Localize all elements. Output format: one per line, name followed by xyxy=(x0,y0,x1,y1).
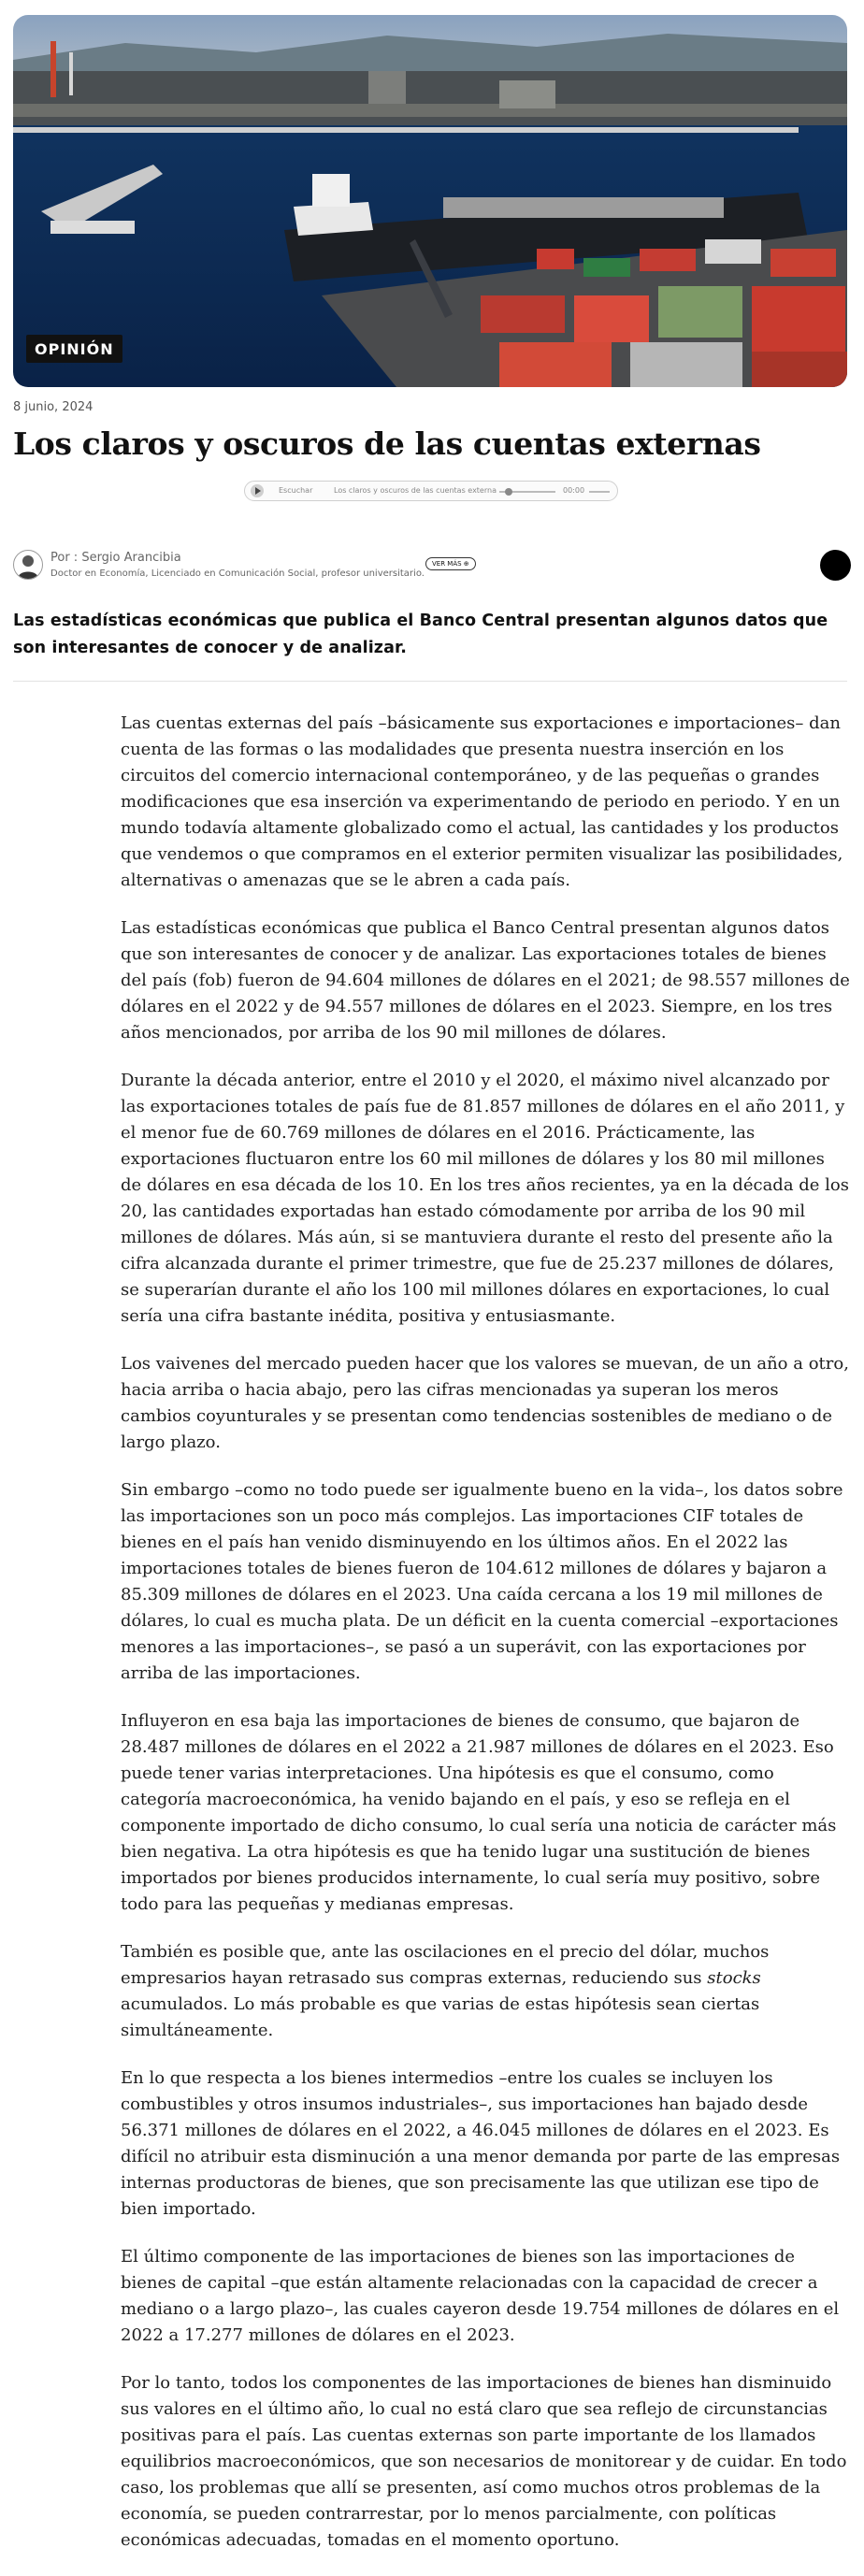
body-text-run: acumulados. Lo más probable es que varias de estas hipótesis sean ciertas simultáneamente. xyxy=(121,1994,760,2040)
hero-image xyxy=(13,15,847,387)
avatar[interactable] xyxy=(13,550,43,580)
body-paragraph: Los vaivenes del mercado pueden hacer que los valores se muevan, de un año a otro, hacia arriba o hacia abajo, pero las cifras mencionadas ya superan los meros cambios coyunturales y se presentan como tendencias sostenibles de mediano o de largo plazo. xyxy=(121,1354,849,1452)
body-paragraph: Durante la década anterior, entre el 2010 y el 2020, el máximo nivel alcanzado por las exportaciones totales de país fue de 81.857 millones de dólares en el año 2011, y el menor fue de 60.769 millones de dólares en el 2016. Prácticamente, las exportaciones fluctuaron entre los 60 mil millones de dólares y los 80 mil millones de dólares en esa década de los 10. En los tres años recientes, ya en la década de los 20, las cantidades exportadas han estado cómodamente por arriba de los 90 mil millones de dólares. Más aún, si se mantuviera durante el resto del presente año la cifra alcanzada durante el primer trimestre, que fue de 25.237 millones de dólares, se superarían durante el año los 100 mil millones dólares en exportaciones, lo cual sería una cifra bastante inédita, positiva y entusiasmante. xyxy=(121,1071,850,1326)
audio-progress-slider[interactable] xyxy=(499,491,555,493)
audio-time: 00:00 xyxy=(563,486,585,495)
body-paragraph: Influyeron en esa baja las importaciones de bienes de consumo, que bajaron de 28.487 millones de dólares en el 2022 a 21.987 millones de dólares en el 2023. Eso puede tener varias interpretaciones. Una hipótesis es que el consumo, como categoría macroeconómica, ha venido bajando en el país, y eso se refleja en el componente importado de dicho consumo, lo cual sería una noticia de carácter más bien negativa. La otra hipótesis es que ha tenido lugar una sustitución de bienes importados por bienes producidos internamente, lo cual sería muy positivo, sobre todo para las pequeñas y medianas empresas. xyxy=(121,1711,837,1914)
volume-slider[interactable] xyxy=(589,491,610,493)
body-paragraph: Sin embargo –como no todo puede ser igualmente bueno en la vida–, los datos sobre las importaciones son un poco más complejos. Las importaciones CIF totales de bienes en el país han venido disminuyendo en los últimos años. En el 2022 las importaciones totales de bienes fueron de 104.612 millones de dólares y bajaron a 85.309 millones de dólares en el 2023. Una caída cercana a los 19 mil millones de dólares, lo cual es mucha plata. De un déficit en la cuenta comercial –exportaciones menores a las importaciones–, se pasó a un superávit, con las exportaciones por arriba de las importaciones. xyxy=(121,1480,843,1683)
body-paragraph: Las estadísticas económicas que publica el Banco Central presentan algunos datos que son interesantes de conocer y de analizar. Las exportaciones totales de bienes del país (fob) fueron de 94.604 millones de dólares en el 2021; de 98.557 millones de dólares en el 2022 y de 94.557 millones de dólares en el 2023. Siempre, en los tres años mencionados, por arriba de los 90 mil millones de dólares. xyxy=(121,918,850,1043)
port-photo-icon xyxy=(13,15,847,387)
see-more-button[interactable]: VER MÁS ⊕ xyxy=(425,557,476,570)
article-title: Los claros y oscuros de las cuentas externas xyxy=(13,425,761,462)
author-bio: Doctor en Economía, Licenciado en Comunicación Social, profesor universitario. xyxy=(50,568,425,579)
audio-player xyxy=(244,481,618,501)
article-date: 8 junio, 2024 xyxy=(13,400,94,414)
opinion-badge[interactable]: OPINIÓN xyxy=(26,335,122,363)
body-paragraph: Las cuentas externas del país –básicamente sus exportaciones e importaciones– dan cuenta de las formas o las modalidades que presenta nuestra inserción en los circuitos del comercio internacional contemporáneo, y de las pequeñas o grandes modificaciones que esa inserción va experimentando de periodo en periodo. Y en un mundo todavía altamente globalizado como el actual, las cantidades y los productos que vendemos o que compramos en el exterior permiten visualizar las posibilidades, alternativas o amenazas que se le abren a cada país. xyxy=(121,713,843,890)
body-text-emphasis: stocks xyxy=(707,1968,761,1988)
article-lead: Las estadísticas económicas que publica el Banco Central presentan algunos datos que son interesantes de conocer y de analizar. xyxy=(13,612,828,657)
audio-progress-knob[interactable] xyxy=(505,488,512,496)
body-paragraph xyxy=(121,1939,850,2044)
body-paragraph: El último componente de las importaciones de bienes son las importaciones de bienes de capital –que están altamente relacionadas con la capacidad de crecer a mediano o a largo plazo–, las cuales cayeron desde 19.754 millones de dólares en el 2022 a 17.277 millones de dólares en el 2023. xyxy=(121,2247,840,2345)
article-body xyxy=(121,711,850,2575)
listen-label: Escuchar xyxy=(279,486,313,495)
divider xyxy=(13,681,847,682)
body-paragraph: En lo que respecta a los bienes intermedios –entre los cuales se incluyen los combustibles y otros insumos industriales–, sus importaciones han bajado desde 56.371 millones de dólares en el 2022, a 46.045 millones de dólares en el 2023. Es difícil no atribuir esta disminución a una menor demanda por parte de las empresas internas productoras de bienes, que son precisamente las que utilizan ese tipo de bien importado. xyxy=(121,2068,841,2219)
body-paragraph: Por lo tanto, todos los componentes de las importaciones de bienes han disminuido sus valores en el último año, lo cual no está claro que sea reflejo de circunstancias positivas para el país. Las cuentas externas son parte importante de los llamados equilibrios macroeconómicos, que son necesarios de monitorear y de cuidar. En todo caso, los problemas que allí se presenten, así como muchos otros problemas de la economía, se pueden contrarrestar, por lo menos parcialmente, con políticas económicas adecuadas, tomadas en el momento oportuno. xyxy=(121,2373,847,2550)
play-icon[interactable] xyxy=(251,484,264,497)
audio-track-title: Los claros y oscuros de las cuentas externa xyxy=(334,486,497,495)
author-avatar-icon xyxy=(14,551,42,579)
author-byline[interactable]: Por : Sergio Arancibia xyxy=(50,551,181,565)
body-text-run: También es posible que, ante las oscilaciones en el precio del dólar, muchos empresarios hayan retrasado sus compras externas, reduciendo sus xyxy=(121,1942,770,1988)
circle-icon[interactable] xyxy=(820,550,851,581)
